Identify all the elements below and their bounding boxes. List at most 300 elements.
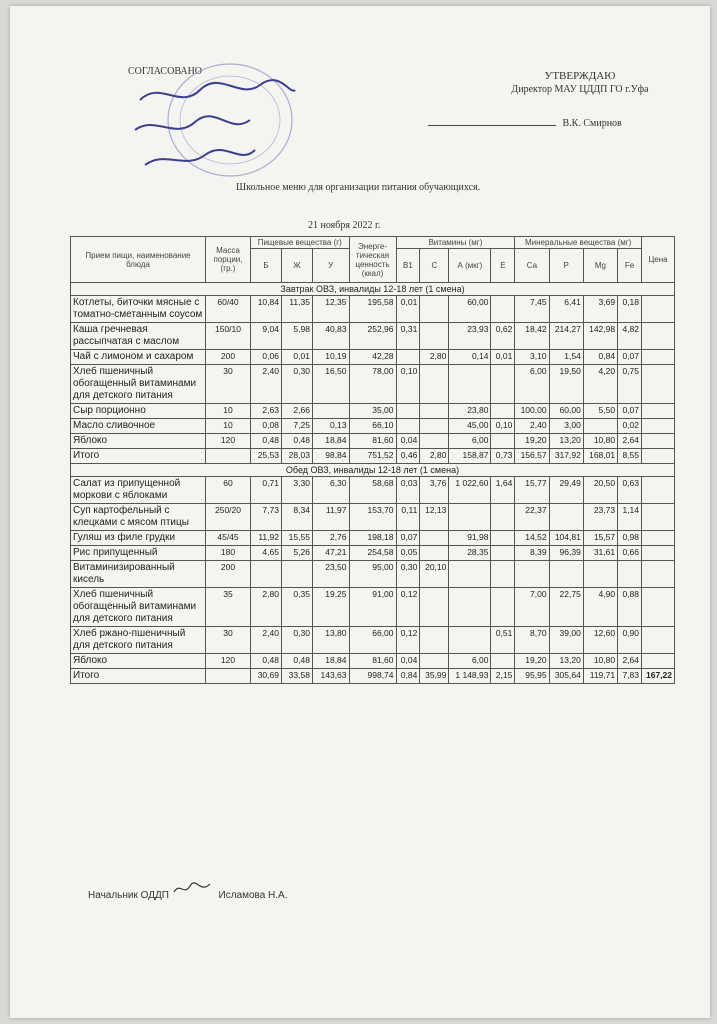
value-cell bbox=[251, 561, 282, 588]
value-cell: 0,12 bbox=[396, 588, 420, 627]
value-cell bbox=[642, 627, 675, 654]
value-cell: 35 bbox=[206, 588, 251, 627]
value-cell: 18,84 bbox=[312, 654, 349, 669]
value-cell: 254,58 bbox=[349, 546, 396, 561]
value-cell: 4,65 bbox=[251, 546, 282, 561]
value-cell bbox=[583, 561, 617, 588]
value-cell: 250/20 bbox=[206, 504, 251, 531]
value-cell: 10,80 bbox=[583, 434, 617, 449]
value-cell bbox=[618, 561, 642, 588]
value-cell bbox=[491, 588, 515, 627]
approval-block bbox=[450, 68, 710, 97]
table-row bbox=[71, 654, 675, 669]
value-cell: 0,05 bbox=[396, 546, 420, 561]
table-row bbox=[71, 350, 675, 365]
value-cell: 29,49 bbox=[549, 477, 583, 504]
value-cell: 7,45 bbox=[515, 296, 549, 323]
value-cell: 66,10 bbox=[349, 419, 396, 434]
value-cell: 156,57 bbox=[515, 449, 549, 464]
value-cell: 0,51 bbox=[491, 627, 515, 654]
dish-name-cell: Каша гречневая рассыпчатая с маслом bbox=[71, 323, 206, 350]
value-cell: 45,00 bbox=[449, 419, 491, 434]
value-cell bbox=[549, 504, 583, 531]
value-cell bbox=[420, 323, 449, 350]
table-row bbox=[71, 588, 675, 627]
table-row bbox=[71, 365, 675, 404]
value-cell: 0,18 bbox=[618, 296, 642, 323]
value-cell: 200 bbox=[206, 561, 251, 588]
value-cell: 0,12 bbox=[396, 627, 420, 654]
table-row bbox=[71, 531, 675, 546]
value-cell: 11,97 bbox=[312, 504, 349, 531]
value-cell bbox=[642, 365, 675, 404]
value-cell: 7,83 bbox=[618, 669, 642, 684]
value-cell: 0,01 bbox=[491, 350, 515, 365]
value-cell bbox=[491, 561, 515, 588]
value-cell: 19,20 bbox=[515, 434, 549, 449]
value-cell bbox=[642, 531, 675, 546]
value-cell: 0,63 bbox=[618, 477, 642, 504]
value-cell: 19,20 bbox=[515, 654, 549, 669]
value-cell bbox=[642, 561, 675, 588]
value-cell: 0,90 bbox=[618, 627, 642, 654]
value-cell: 15,77 bbox=[515, 477, 549, 504]
breakfast-title: Завтрак ОВЗ, инвалиды 12-18 лет (1 смена) bbox=[71, 283, 675, 296]
value-cell bbox=[642, 477, 675, 504]
value-cell bbox=[491, 365, 515, 404]
value-cell: 0,71 bbox=[251, 477, 282, 504]
lunch-title: Обед ОВЗ, инвалиды 12-18 лет (1 смена) bbox=[71, 464, 675, 477]
value-cell: 0,73 bbox=[491, 449, 515, 464]
value-cell: 317,92 bbox=[549, 449, 583, 464]
col-header: Fe bbox=[618, 249, 642, 283]
value-cell: 168,01 bbox=[583, 449, 617, 464]
value-cell bbox=[642, 404, 675, 419]
value-cell bbox=[642, 449, 675, 464]
value-cell: 95,95 bbox=[515, 669, 549, 684]
value-cell: 0,04 bbox=[396, 434, 420, 449]
value-cell: 119,71 bbox=[583, 669, 617, 684]
value-cell: 2,15 bbox=[491, 669, 515, 684]
dish-name-cell: Яблоко bbox=[71, 654, 206, 669]
value-cell bbox=[642, 504, 675, 531]
value-cell bbox=[642, 434, 675, 449]
value-cell: 2,64 bbox=[618, 654, 642, 669]
value-cell: 6,00 bbox=[515, 365, 549, 404]
value-cell: 10,19 bbox=[312, 350, 349, 365]
value-cell: 14,52 bbox=[515, 531, 549, 546]
table-row bbox=[71, 477, 675, 504]
value-cell bbox=[491, 404, 515, 419]
value-cell: 6,00 bbox=[449, 654, 491, 669]
dish-name-cell: Витаминизированный кисель bbox=[71, 561, 206, 588]
col-header: Р bbox=[549, 249, 583, 283]
value-cell: 2,40 bbox=[251, 365, 282, 404]
value-cell bbox=[449, 561, 491, 588]
value-cell: 7,00 bbox=[515, 588, 549, 627]
value-cell bbox=[312, 404, 349, 419]
value-cell: 120 bbox=[206, 654, 251, 669]
value-cell: 0,84 bbox=[583, 350, 617, 365]
value-cell bbox=[396, 350, 420, 365]
value-cell: 120 bbox=[206, 434, 251, 449]
value-cell bbox=[642, 296, 675, 323]
value-cell: 3,10 bbox=[515, 350, 549, 365]
value-cell: 100,00 bbox=[515, 404, 549, 419]
value-cell: 58,68 bbox=[349, 477, 396, 504]
value-cell: 91,00 bbox=[349, 588, 396, 627]
dish-name-cell: Суп картофельный с клецками с мясом птицы bbox=[71, 504, 206, 531]
value-cell: 98,84 bbox=[312, 449, 349, 464]
value-cell: 3,00 bbox=[549, 419, 583, 434]
col-header: Са bbox=[515, 249, 549, 283]
value-cell: 0,10 bbox=[396, 365, 420, 404]
value-cell: 8,70 bbox=[515, 627, 549, 654]
table-row bbox=[71, 449, 675, 464]
value-cell: 0,02 bbox=[618, 419, 642, 434]
value-cell: 0,62 bbox=[491, 323, 515, 350]
value-cell: 3,76 bbox=[420, 477, 449, 504]
value-cell bbox=[420, 588, 449, 627]
dish-name-cell: Рис припущенный bbox=[71, 546, 206, 561]
value-cell: 0,06 bbox=[251, 350, 282, 365]
stamp-signature-image bbox=[130, 60, 300, 200]
value-cell bbox=[642, 350, 675, 365]
value-cell: 33,58 bbox=[281, 669, 312, 684]
value-cell: 35,99 bbox=[420, 669, 449, 684]
value-cell: 0,07 bbox=[396, 531, 420, 546]
value-cell: 3,30 bbox=[281, 477, 312, 504]
value-cell: 9,04 bbox=[251, 323, 282, 350]
value-cell: 19,25 bbox=[312, 588, 349, 627]
value-cell: 195,58 bbox=[349, 296, 396, 323]
agreed-label: СОГЛАСОВАНО bbox=[128, 66, 203, 77]
value-cell bbox=[281, 561, 312, 588]
value-cell: 0,10 bbox=[491, 419, 515, 434]
value-cell: 20,10 bbox=[420, 561, 449, 588]
value-cell: 2,76 bbox=[312, 531, 349, 546]
value-cell: 23,73 bbox=[583, 504, 617, 531]
value-cell bbox=[420, 654, 449, 669]
value-cell: 23,50 bbox=[312, 561, 349, 588]
value-cell: 0,01 bbox=[281, 350, 312, 365]
value-cell bbox=[491, 434, 515, 449]
value-cell: 751,52 bbox=[349, 449, 396, 464]
value-cell: 45/45 bbox=[206, 531, 251, 546]
director-title: Директор МАУ ЦДДП ГО г.Уфа bbox=[511, 84, 649, 95]
value-cell: 8,39 bbox=[515, 546, 549, 561]
value-cell: 0,75 bbox=[618, 365, 642, 404]
value-cell: 0,48 bbox=[281, 434, 312, 449]
value-cell: 0,03 bbox=[396, 477, 420, 504]
value-cell: 10 bbox=[206, 404, 251, 419]
value-cell bbox=[491, 504, 515, 531]
dish-name-cell: Хлеб ржано-пшеничный для детского питания bbox=[71, 627, 206, 654]
dish-name-cell: Итого bbox=[71, 449, 206, 464]
value-cell: 10,80 bbox=[583, 654, 617, 669]
value-cell: 0,48 bbox=[251, 654, 282, 669]
value-cell: 4,82 bbox=[618, 323, 642, 350]
table-row bbox=[71, 296, 675, 323]
value-cell: 0,48 bbox=[281, 654, 312, 669]
value-cell bbox=[420, 365, 449, 404]
value-cell bbox=[420, 419, 449, 434]
value-cell: 0,48 bbox=[251, 434, 282, 449]
value-cell bbox=[206, 669, 251, 684]
value-cell: 25,53 bbox=[251, 449, 282, 464]
value-cell: 1,54 bbox=[549, 350, 583, 365]
value-cell: 30,69 bbox=[251, 669, 282, 684]
value-cell: 0,04 bbox=[396, 654, 420, 669]
value-cell: 1 022,60 bbox=[449, 477, 491, 504]
value-cell: 28,35 bbox=[449, 546, 491, 561]
value-cell bbox=[396, 404, 420, 419]
value-cell: 0,88 bbox=[618, 588, 642, 627]
value-cell: 143,63 bbox=[312, 669, 349, 684]
table-row bbox=[71, 404, 675, 419]
value-cell bbox=[420, 627, 449, 654]
footer-label: Начальник ОДДП bbox=[88, 890, 169, 901]
value-cell: 4,90 bbox=[583, 588, 617, 627]
dish-header: Прием пищи, наименование блюда bbox=[71, 237, 206, 283]
footer-name: Исламова Н.А. bbox=[218, 890, 288, 901]
col-header: В1 bbox=[396, 249, 420, 283]
value-cell: 81,60 bbox=[349, 434, 396, 449]
value-cell: 2,80 bbox=[420, 350, 449, 365]
value-cell bbox=[449, 504, 491, 531]
value-cell: 252,96 bbox=[349, 323, 396, 350]
value-cell: 13,20 bbox=[549, 434, 583, 449]
footer-signature bbox=[88, 880, 288, 901]
table-row bbox=[71, 627, 675, 654]
value-cell bbox=[420, 404, 449, 419]
dish-name-cell: Масло сливочное bbox=[71, 419, 206, 434]
value-cell: 12,35 bbox=[312, 296, 349, 323]
value-cell bbox=[642, 323, 675, 350]
value-cell: 23,80 bbox=[449, 404, 491, 419]
value-cell: 18,42 bbox=[515, 323, 549, 350]
value-cell: 5,98 bbox=[281, 323, 312, 350]
value-cell: 0,31 bbox=[396, 323, 420, 350]
dish-name-cell: Сыр порционно bbox=[71, 404, 206, 419]
director-name: В.К. Смирнов bbox=[562, 118, 622, 129]
value-cell: 39,00 bbox=[549, 627, 583, 654]
value-cell: 1 148,93 bbox=[449, 669, 491, 684]
value-cell bbox=[420, 296, 449, 323]
table-row bbox=[71, 419, 675, 434]
value-cell bbox=[449, 627, 491, 654]
section-row bbox=[71, 464, 675, 477]
value-cell: 5,50 bbox=[583, 404, 617, 419]
director-signature-line bbox=[428, 118, 622, 129]
value-cell: 104,81 bbox=[549, 531, 583, 546]
value-cell: 167,22 bbox=[642, 669, 675, 684]
value-cell: 200 bbox=[206, 350, 251, 365]
value-cell: 8,34 bbox=[281, 504, 312, 531]
price-header: Цена bbox=[642, 237, 675, 283]
value-cell bbox=[491, 531, 515, 546]
section-row bbox=[71, 283, 675, 296]
value-cell: 91,98 bbox=[449, 531, 491, 546]
vitamins-header: Витамины (мг) bbox=[396, 237, 515, 249]
value-cell: 0,66 bbox=[618, 546, 642, 561]
dish-name-cell: Итого bbox=[71, 669, 206, 684]
value-cell: 16,50 bbox=[312, 365, 349, 404]
value-cell: 81,60 bbox=[349, 654, 396, 669]
value-cell: 0,07 bbox=[618, 350, 642, 365]
value-cell bbox=[449, 365, 491, 404]
menu-date: 21 ноября 2022 г. bbox=[308, 220, 381, 231]
value-cell: 60,00 bbox=[449, 296, 491, 323]
value-cell: 998,74 bbox=[349, 669, 396, 684]
value-cell: 12,60 bbox=[583, 627, 617, 654]
value-cell: 142,98 bbox=[583, 323, 617, 350]
value-cell: 305,64 bbox=[549, 669, 583, 684]
value-cell bbox=[642, 419, 675, 434]
value-cell: 7,73 bbox=[251, 504, 282, 531]
footer-signature-mark bbox=[172, 880, 216, 901]
value-cell: 0,98 bbox=[618, 531, 642, 546]
value-cell bbox=[583, 419, 617, 434]
value-cell: 28,03 bbox=[281, 449, 312, 464]
value-cell: 12,13 bbox=[420, 504, 449, 531]
value-cell: 60/40 bbox=[206, 296, 251, 323]
value-cell: 0,30 bbox=[281, 365, 312, 404]
value-cell bbox=[642, 546, 675, 561]
table-row bbox=[71, 504, 675, 531]
value-cell: 22,37 bbox=[515, 504, 549, 531]
value-cell: 4,20 bbox=[583, 365, 617, 404]
value-cell: 42,28 bbox=[349, 350, 396, 365]
value-cell: 96,39 bbox=[549, 546, 583, 561]
value-cell bbox=[515, 561, 549, 588]
value-cell: 20,50 bbox=[583, 477, 617, 504]
value-cell: 30 bbox=[206, 365, 251, 404]
value-cell: 8,55 bbox=[618, 449, 642, 464]
value-cell: 0,30 bbox=[396, 561, 420, 588]
value-cell: 0,07 bbox=[618, 404, 642, 419]
value-cell: 22,75 bbox=[549, 588, 583, 627]
mass-header: Масса порции, (гр.) bbox=[206, 237, 251, 283]
approve-label: УТВЕРЖДАЮ bbox=[544, 70, 616, 82]
value-cell: 2,63 bbox=[251, 404, 282, 419]
value-cell: 0,13 bbox=[312, 419, 349, 434]
value-cell: 11,92 bbox=[251, 531, 282, 546]
value-cell bbox=[549, 561, 583, 588]
value-cell: 15,57 bbox=[583, 531, 617, 546]
value-cell: 6,30 bbox=[312, 477, 349, 504]
table-row bbox=[71, 561, 675, 588]
table-row bbox=[71, 669, 675, 684]
value-cell bbox=[420, 434, 449, 449]
value-cell: 13,20 bbox=[549, 654, 583, 669]
value-cell: 2,66 bbox=[281, 404, 312, 419]
value-cell: 2,80 bbox=[420, 449, 449, 464]
value-cell: 150/10 bbox=[206, 323, 251, 350]
value-cell bbox=[491, 296, 515, 323]
value-cell: 198,18 bbox=[349, 531, 396, 546]
value-cell: 1,64 bbox=[491, 477, 515, 504]
value-cell bbox=[396, 419, 420, 434]
dish-name-cell: Салат из припущенной моркови с яблоками bbox=[71, 477, 206, 504]
menu-table-body bbox=[71, 283, 675, 684]
dish-name-cell: Чай с лимоном и сахаром bbox=[71, 350, 206, 365]
value-cell bbox=[642, 588, 675, 627]
value-cell: 15,55 bbox=[281, 531, 312, 546]
menu-subtitle: Школьное меню для организации питания обучающихся. bbox=[236, 182, 481, 193]
value-cell: 0,11 bbox=[396, 504, 420, 531]
value-cell: 60,00 bbox=[549, 404, 583, 419]
value-cell: 2,80 bbox=[251, 588, 282, 627]
value-cell: 60 bbox=[206, 477, 251, 504]
col-header: Е bbox=[491, 249, 515, 283]
value-cell: 40,83 bbox=[312, 323, 349, 350]
value-cell: 30 bbox=[206, 627, 251, 654]
value-cell: 1,14 bbox=[618, 504, 642, 531]
value-cell: 10,84 bbox=[251, 296, 282, 323]
menu-table bbox=[70, 236, 675, 684]
value-cell bbox=[449, 588, 491, 627]
value-cell: 158,87 bbox=[449, 449, 491, 464]
value-cell: 3,69 bbox=[583, 296, 617, 323]
dish-name-cell: Хлеб пшеничный обогащенный витаминами для детского питания bbox=[71, 365, 206, 404]
value-cell: 180 bbox=[206, 546, 251, 561]
value-cell: 0,35 bbox=[281, 588, 312, 627]
value-cell: 6,41 bbox=[549, 296, 583, 323]
value-cell: 95,00 bbox=[349, 561, 396, 588]
value-cell: 47,21 bbox=[312, 546, 349, 561]
table-row bbox=[71, 546, 675, 561]
value-cell: 0,84 bbox=[396, 669, 420, 684]
dish-name-cell: Хлеб пшеничный обогащенный витаминами для детского питания bbox=[71, 588, 206, 627]
col-header: У bbox=[312, 249, 349, 283]
value-cell: 6,00 bbox=[449, 434, 491, 449]
col-header: Ж bbox=[281, 249, 312, 283]
col-header: Б bbox=[251, 249, 282, 283]
value-cell: 19,50 bbox=[549, 365, 583, 404]
value-cell: 7,25 bbox=[281, 419, 312, 434]
value-cell bbox=[642, 654, 675, 669]
value-cell: 153,70 bbox=[349, 504, 396, 531]
col-header: А (мкг) bbox=[449, 249, 491, 283]
nutrients-header: Пищевые вещества (г) bbox=[251, 237, 350, 249]
minerals-header: Минеральные вещества (мг) bbox=[515, 237, 642, 249]
value-cell: 11,35 bbox=[281, 296, 312, 323]
value-cell: 23,93 bbox=[449, 323, 491, 350]
dish-name-cell: Гуляш из филе грудки bbox=[71, 531, 206, 546]
value-cell: 0,30 bbox=[281, 627, 312, 654]
value-cell: 0,46 bbox=[396, 449, 420, 464]
value-cell: 214,27 bbox=[549, 323, 583, 350]
value-cell: 0,14 bbox=[449, 350, 491, 365]
col-header: Mg bbox=[583, 249, 617, 283]
value-cell bbox=[420, 531, 449, 546]
value-cell bbox=[491, 654, 515, 669]
dish-name-cell: Яблоко bbox=[71, 434, 206, 449]
value-cell bbox=[491, 546, 515, 561]
value-cell: 2,40 bbox=[251, 627, 282, 654]
table-row bbox=[71, 323, 675, 350]
energy-header: Энерге-тическая ценность (ккал) bbox=[349, 237, 396, 283]
value-cell: 18,84 bbox=[312, 434, 349, 449]
value-cell: 31,61 bbox=[583, 546, 617, 561]
value-cell: 66,00 bbox=[349, 627, 396, 654]
value-cell: 0,08 bbox=[251, 419, 282, 434]
signature-line bbox=[428, 125, 556, 126]
dish-name-cell: Котлеты, биточки мясные с томатно-сметанным соусом bbox=[71, 296, 206, 323]
value-cell bbox=[420, 546, 449, 561]
value-cell: 2,64 bbox=[618, 434, 642, 449]
